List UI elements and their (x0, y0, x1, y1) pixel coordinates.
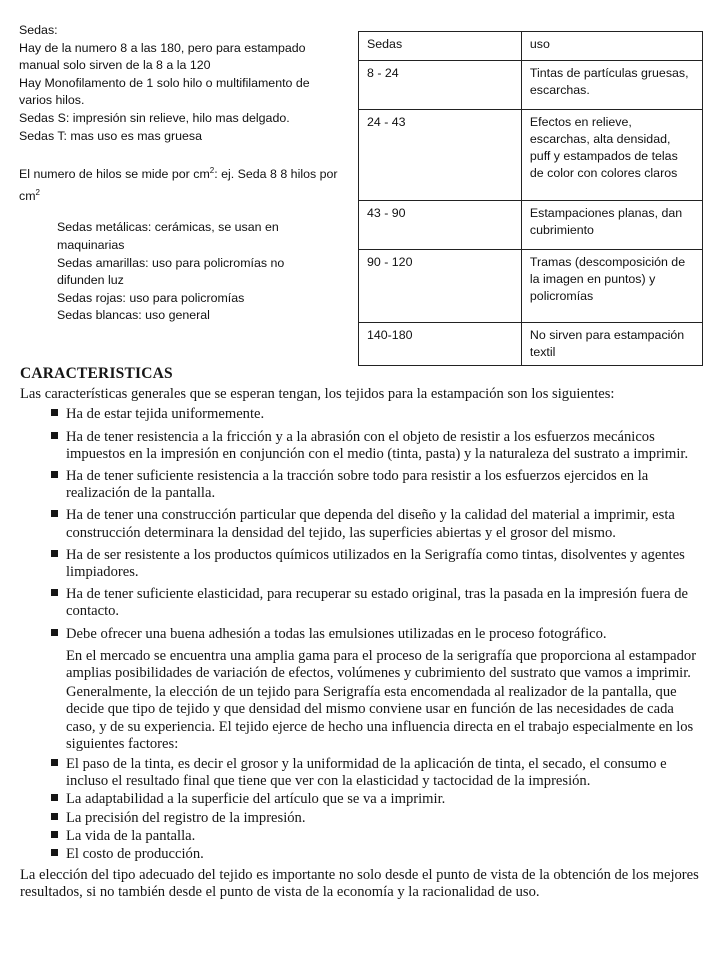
factor-text: El paso de la tinta, es decir el grosor y la uniformidad de la aplicación de tinta, el secado, el consumo e incluso el resultado final que tiene que ver con la elasticidad y tactocidad de la impresión. (66, 756, 667, 790)
bullet-icon (51, 432, 58, 439)
feature-text: Ha de tener resistencia a la fricción y a la abrasión con el objeto de resistir a los esfuerzos mecánicos impuestos en la impresión en conjunción con el medio (tinta, pasta) y la naturaleza del sustrato a imprimir. (66, 428, 689, 462)
list-item (20, 756, 700, 790)
cell-usage: No sirven para estampación textil (521, 323, 702, 366)
thread-mid: : ej. Seda 8 8 hilos por cm (19, 167, 338, 203)
list-item (20, 507, 700, 541)
section-intro: Las características generales que se esperan tengan, los tejidos para la estampación son los siguientes: (20, 386, 615, 403)
bullet-icon (51, 550, 58, 557)
characteristics-section (20, 365, 700, 902)
bullet-icon (51, 409, 58, 416)
silk-usage-table (358, 31, 703, 366)
list-item (20, 586, 700, 620)
superscript: 2 (209, 166, 215, 176)
list-item (20, 429, 700, 463)
spacer (19, 145, 339, 162)
features-list (20, 406, 700, 642)
paragraph-market: En el mercado se encuentra una amplia gama para el proceso de la serigrafía que proporciona al estampador amplias posibilidades de variación de efectos, volúmenes y cubrimiento del sustrato que vamos a imprimir. (66, 647, 697, 682)
notes-line: Sedas T: mas uso es mas gruesa (19, 128, 202, 143)
list-item (20, 468, 700, 502)
feature-text: Ha de ser resistente a los productos químicos utilizados en la Serigrafía como tintas, disolventes y agentes limpiadores. (66, 546, 685, 581)
factors-list (20, 756, 700, 863)
bullet-icon (51, 471, 58, 478)
silk-color-item: Sedas blancas: uso general (57, 308, 210, 323)
cell-mesh: 8 - 24 (359, 61, 522, 110)
silk-color-item: Sedas amarillas: uso para policromías no difunden luz (57, 255, 285, 288)
cell-usage: Tramas (descomposición de la imagen en puntos) y policromías (521, 250, 702, 323)
closing-paragraph: La elección del tipo adecuado del tejido es importante no solo desde el punto de vista de la obtención de los mejores resultados, si no también desde el punto de vista de la economía y la racionalidad de uso. (20, 867, 699, 901)
silk-notes (19, 22, 339, 325)
bullet-icon (51, 794, 58, 801)
feature-text: Ha de tener una construcción particular que dependa del diseño y la calidad del material a imprimir, esta construcción determinara la densidad del tejido, las superficies abiertas y el grosor del mismo. (66, 507, 675, 541)
thread-prefix: El numero de hilos se mide por cm (19, 167, 210, 182)
factor-text: La vida de la pantalla. (66, 827, 196, 844)
table-header-row (359, 32, 703, 61)
list-item (20, 791, 700, 808)
list-item (20, 846, 700, 863)
cell-usage: Estampaciones planas, dan cubrimiento (521, 201, 702, 250)
superscript: 2 (35, 187, 40, 197)
factor-text: El costo de producción. (66, 846, 204, 863)
feature-text: Ha de tener suficiente elasticidad, para recuperar su estado original, tras la pasada en la impresión fuera de contacto. (66, 586, 688, 620)
list-item (20, 626, 700, 643)
header-uso: uso (521, 32, 702, 61)
list-item (20, 810, 700, 827)
feature-text: Ha de tener suficiente resistencia a la tracción sobre todo para resistir a los esfuerzos ejercidos en la realización de la pantalla. (66, 468, 649, 502)
factor-text: La precisión del registro de la impresión. (66, 809, 306, 826)
bullet-icon (51, 510, 58, 517)
bullet-icon (51, 831, 58, 838)
factor-text: La adaptabilidad a la superficie del artículo que se va a imprimir. (66, 791, 446, 808)
table-row (359, 250, 703, 323)
cell-mesh: 90 - 120 (359, 250, 522, 323)
notes-line: Hay Monofilamento de 1 solo hilo o multifilamento de varios hilos. (19, 75, 310, 108)
silk-colors-list (57, 219, 327, 325)
feature-text: Ha de estar tejida uniformemente. (66, 406, 265, 423)
cell-mesh: 43 - 90 (359, 201, 522, 250)
silk-color-item: Sedas rojas: uso para policromías (57, 290, 245, 305)
table-row (359, 201, 703, 250)
list-item (20, 406, 700, 423)
table-row (359, 323, 703, 366)
silk-color-item: Sedas metálicas: cerámicas, se usan en maquinarias (57, 220, 279, 252)
bullet-icon (51, 849, 58, 856)
thread-count-note (19, 162, 339, 205)
feature-text: Debe ofrecer una buena adhesión a todas las emulsiones utilizadas en le proceso fotográfico. (66, 625, 607, 642)
bullet-icon (51, 759, 58, 766)
table-row (359, 61, 703, 110)
notes-line: Hay de la numero 8 a las 180, pero para estampado manual solo sirven de la 8 a la 120 (19, 40, 306, 73)
list-item (20, 547, 700, 581)
notes-line: Sedas S: impresión sin relieve, hilo mas delgado. (19, 110, 290, 125)
paragraph-selection: Generalmente, la elección de un tejido para Serigrafía esta encomendada al realizador de la pantalla, que decide que tipo de tejido y que densidad del mismo conviene usar en función de las necesidades de cada caso, y de su experiencia. El tejido ejerce de hecho una influencia directa en el trabajo especialmente en los siguientes factores: (66, 684, 694, 752)
bullet-icon (51, 589, 58, 596)
cell-usage: Tintas de partículas gruesas, escarchas. (521, 61, 702, 110)
cell-usage: Efectos en relieve, escarchas, alta densidad, puff y estampados de telas de color con colores claros (521, 110, 702, 201)
section-title: CARACTERISTICAS (20, 365, 173, 382)
cell-mesh: 140-180 (359, 323, 522, 366)
list-item (20, 828, 700, 845)
table-row (359, 110, 703, 201)
market-paragraphs (20, 648, 700, 753)
notes-heading: Sedas: (19, 23, 58, 37)
bullet-icon (51, 813, 58, 820)
header-sedas: Sedas (359, 32, 522, 61)
bullet-icon (51, 629, 58, 636)
cell-mesh: 24 - 43 (359, 110, 522, 201)
